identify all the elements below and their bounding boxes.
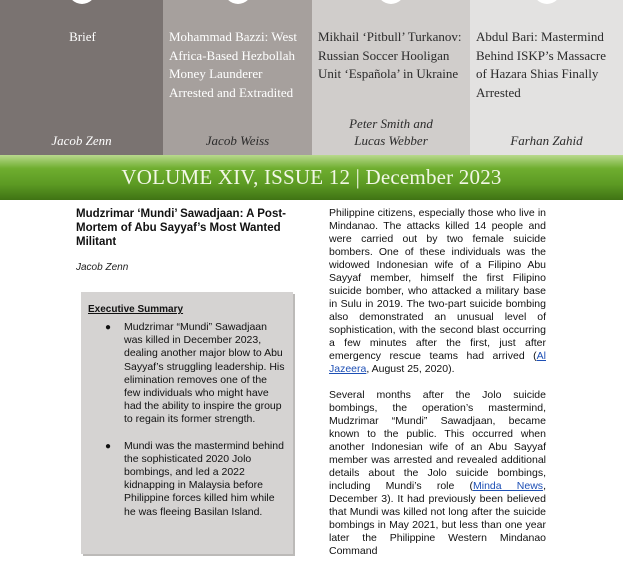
bullet-icon: ● <box>105 440 112 452</box>
body-text: Philippine citizens, especially those who live in Mindanao. The attacks killed 14 people and were carried out by two female suicide bombers. One of these individuals was the widowed Indonesian wife of a Filipino Abu Sayyaf member, himself the first Filipino suicide bomber, who attacked a military base in Sulu in 2019. The two-part suicide bombing also demonstrated an unusual level of sophistication, with the second blast occurring a few minutes after the first, just after emergency rescue teams had arrived ( <box>329 207 546 362</box>
body-text: , August 25, 2020). <box>366 363 455 375</box>
body-paragraph <box>329 207 546 376</box>
header-column-turkanov[interactable] <box>312 0 470 155</box>
header-columns <box>0 0 623 155</box>
summary-bullet <box>105 321 285 427</box>
column-author: Jacob Zenn <box>51 133 112 148</box>
summary-bullet-text: Mudzrimar “Mundi” Sawadjaan was killed in December 2023, dealing another major blow to Abu Sayyaf’s struggling leadership. His elimination removes one of the few individuals who might have had the ability to inspire the group to regain its former strength. <box>124 321 285 426</box>
column-title: Brief <box>69 29 96 44</box>
source-link-al-jazeera[interactable]: Al Jazeera <box>329 350 546 375</box>
article-body-column <box>329 207 546 571</box>
column-author: Jacob Weiss <box>205 133 270 148</box>
volume-banner: VOLUME XIV, ISSUE 12 | December 2023 <box>0 155 623 200</box>
bullet-icon: ● <box>105 322 112 333</box>
header-column-bazzi[interactable] <box>163 0 312 155</box>
column-marker-circle <box>377 0 405 4</box>
column-marker-circle <box>533 0 561 4</box>
executive-summary-box <box>81 292 293 554</box>
article-author: Jacob Zenn <box>76 262 129 273</box>
column-marker-circle <box>68 0 96 4</box>
summary-bullet-text: Mundi was the mastermind behind the sophisticated 2020 Jolo bombings, and led a 2022 kidnapping in Malaysia before Philippine forces killed him while he was fleeing Basilan Island. <box>124 439 284 518</box>
column-marker-circle <box>224 0 252 4</box>
article-title: Mudzrimar ‘Mundi’ Sawadjaan: A Post-Mortem of Abu Sayyaf’s Most Wanted Militant <box>76 208 287 248</box>
summary-list <box>88 321 285 519</box>
executive-summary-heading: Executive Summary <box>88 304 184 315</box>
column-title: Abdul Bari: Mastermind Behind ISKP’s Massacre of Hazara Shias Finally Arrested <box>476 29 606 100</box>
column-title: Mikhail ‘Pitbull’ Turkanov: Russian Soccer Hooligan Unit ‘Española’ in Ukraine <box>318 29 462 81</box>
body-text: , December 3). It had previously been believed that Mundi was killed not long after the suicide bombings in May 2021, but less than one year later the Philippine Western Mindanao Command <box>329 480 546 557</box>
column-author: Farhan Zahid <box>510 133 583 148</box>
body-text: Several months after the Jolo suicide bombings, the operation’s mastermind, Mudzrimar “Mundi” Sawadjaan, became known to the public. This occurred when another Indonesian wife of an Abu Sayyaf member was arrested and revealed additional details about the Jolo suicide bombings, including Mundi’s role ( <box>329 389 546 492</box>
header-column-bari[interactable] <box>470 0 623 155</box>
column-title: Mohammad Bazzi: West Africa-Based Hezbollah Money Launderer Arrested and Extradited <box>169 29 297 100</box>
column-author: Peter Smith and Lucas Webber <box>349 116 433 148</box>
header-column-brief[interactable] <box>0 0 163 155</box>
body-paragraph <box>329 389 546 558</box>
summary-bullet <box>105 439 285 519</box>
source-link-minda-news[interactable]: Minda News <box>473 480 544 492</box>
